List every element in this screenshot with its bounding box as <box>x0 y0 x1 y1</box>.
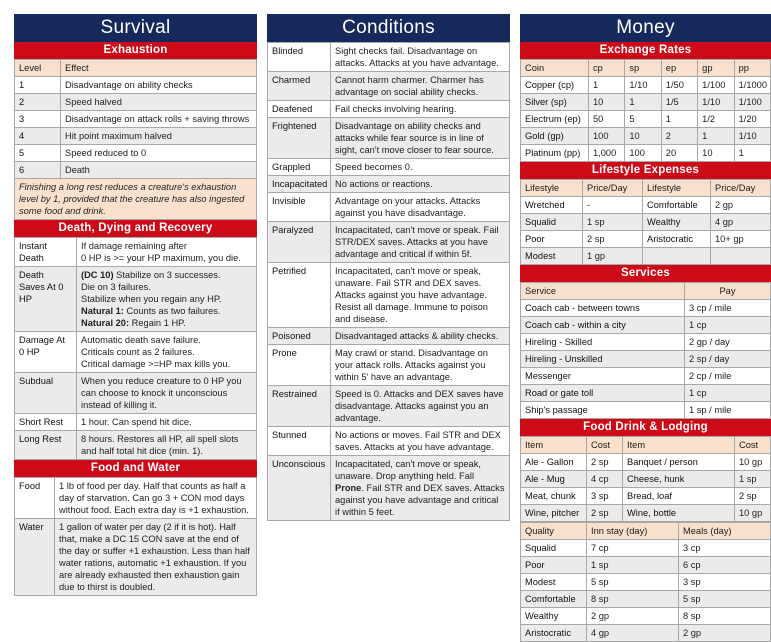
death-rule-label: Instant Death <box>15 238 77 267</box>
table-row <box>15 519 257 596</box>
exchange-value: 1/10 <box>625 77 661 94</box>
table-row <box>521 591 771 608</box>
lifestyle-name: Poor <box>521 231 583 248</box>
exhaustion-level: 5 <box>15 145 61 162</box>
table-row <box>268 345 510 386</box>
condition-description: Disadvantaged attacks & ability checks. <box>331 328 510 345</box>
column-header: Item <box>623 437 735 454</box>
food-cost: 2 sp <box>735 488 771 505</box>
exhaustion-level: 2 <box>15 94 61 111</box>
table-row <box>268 72 510 101</box>
condition-description: Advantage on your attacks. Attacks against you have disadvantage. <box>331 193 510 222</box>
conditions-column <box>267 14 510 521</box>
lifestyle-price: 2 sp <box>583 231 643 248</box>
death-table <box>14 237 257 460</box>
food-item: Bread, loaf <box>623 488 735 505</box>
column-header: Price/Day <box>583 180 643 197</box>
table-row <box>521 471 771 488</box>
table-row <box>15 94 257 111</box>
exchange-value: 1 <box>589 77 625 94</box>
condition-description: No actions or moves. Fail STR and DEX saves. Attacks at you have advantage. <box>331 427 510 456</box>
column-header: sp <box>625 60 661 77</box>
condition-name: Paralyzed <box>268 222 331 263</box>
conditions-title: Conditions <box>267 14 510 42</box>
table-header-row <box>521 437 771 454</box>
table-header-row <box>521 283 771 300</box>
table-row <box>268 328 510 345</box>
exchange-rates-table <box>520 59 771 162</box>
survival-column <box>14 14 257 596</box>
table-row <box>268 193 510 222</box>
condition-description: Disadvantage on ability checks and attacks while fear source is in line of sight, can't move closer to fear source. <box>331 118 510 159</box>
table-row <box>521 557 771 574</box>
death-rule-text: (DC 10) Stabilize on 3 successes. Die on 3 failures. Stabilize when you regain any HP. Natural 1: Counts as two failures. Natural 20: Regain 1 HP. <box>77 267 257 332</box>
lifestyle-price: 2 gp <box>711 197 771 214</box>
lifestyle-name: Wealthy <box>643 214 711 231</box>
column-header: Cost <box>587 437 623 454</box>
table-row <box>268 176 510 193</box>
exhaustion-effect: Death <box>61 162 257 179</box>
lodging-quality: Wealthy <box>521 608 587 625</box>
exhaustion-note: Finishing a long rest reduces a creature's exhaustion level by 1, provided that the creature has also ingested some food and drink. <box>15 179 257 220</box>
exchange-value: 1/10 <box>698 94 734 111</box>
table-row <box>15 145 257 162</box>
coin-name: Silver (sp) <box>521 94 589 111</box>
condition-description: Sight checks fail. Disadvantage on attacks. Attacks at you have advantage. <box>331 43 510 72</box>
condition-name: Petrified <box>268 263 331 328</box>
death-rule-text: Automatic death save failure. Criticals count as 2 failures. Critical damage >=HP max kills you. <box>77 332 257 373</box>
food-cost: 4 cp <box>587 471 623 488</box>
column-header: pp <box>734 60 770 77</box>
lodging-quality: Aristocratic <box>521 625 587 642</box>
column-header: Price/Day <box>711 180 771 197</box>
column-header: Item <box>521 437 587 454</box>
table-row <box>521 574 771 591</box>
table-row <box>521 351 771 368</box>
meals-price: 2 gp <box>679 625 771 642</box>
column-header: Service <box>521 283 685 300</box>
table-row <box>521 300 771 317</box>
condition-name: Poisoned <box>268 328 331 345</box>
table-row <box>521 111 771 128</box>
sustenance-text: 1 gallon of water per day (2 if it is hot). Half that, make a DC 15 CON save at the end of the day or suffer +1 exhaustion. Less than half water rations, automatic +1 exhaustion. If you are already exhausted then exhaustion gain due to thirst is doubled. <box>55 519 257 596</box>
column-header: Quality <box>521 523 587 540</box>
lifestyle-table <box>520 179 771 265</box>
food-water-table <box>14 477 257 596</box>
column-header: Pay <box>685 283 771 300</box>
food-item: Ale - Mug <box>521 471 587 488</box>
lifestyle-price: 4 gp <box>711 214 771 231</box>
condition-name: Deafened <box>268 101 331 118</box>
column-header: Meals (day) <box>679 523 771 540</box>
exhaustion-table <box>14 59 257 220</box>
condition-description: No actions or reactions. <box>331 176 510 193</box>
meals-price: 3 sp <box>679 574 771 591</box>
column-header: Effect <box>61 60 257 77</box>
table-row <box>521 248 771 265</box>
death-rule-text: 8 hours. Restores all HP, all spell slots and half total hit dice (min. 1). <box>77 431 257 460</box>
food-item: Cheese, hunk <box>623 471 735 488</box>
inn-stay-price: 4 gp <box>587 625 679 642</box>
exchange-value: 1/100 <box>734 94 770 111</box>
exhaustion-note-row <box>15 179 257 220</box>
exchange-value: 1/1000 <box>734 77 770 94</box>
lifestyle-price: 10+ gp <box>711 231 771 248</box>
exchange-value: 2 <box>661 128 697 145</box>
table-header-row <box>521 180 771 197</box>
food-item: Wine, pitcher <box>521 505 587 522</box>
food-drink-table <box>520 436 771 522</box>
food-cost: 1 sp <box>735 471 771 488</box>
table-row <box>268 118 510 159</box>
table-row <box>521 128 771 145</box>
table-row <box>268 101 510 118</box>
condition-name: Stunned <box>268 427 331 456</box>
exhaustion-effect: Disadvantage on attack rolls + saving throws <box>61 111 257 128</box>
lifestyle-name <box>643 248 711 265</box>
lifestyle-name: Wretched <box>521 197 583 214</box>
exchange-rates-banner: Exchange Rates <box>520 42 771 59</box>
food-item: Banquet / person <box>623 454 735 471</box>
condition-description: Incapacitated, can't move or speak, unaware. Drop anything held. Fall Prone. Fail STR and DEX saves. Attacks against you have advantage and critical if within 5 feet. <box>331 456 510 521</box>
service-pay: 2 cp / mile <box>685 368 771 385</box>
table-row <box>15 128 257 145</box>
service-pay: 1 cp <box>685 385 771 402</box>
lodging-table <box>520 522 771 642</box>
sustenance-text: 1 lb of food per day. Half that counts as half a day of starvation. Can go 3 + CON mod days without food. Each extra day is +1 exhaustion. <box>55 478 257 519</box>
condition-name: Incapacitated <box>268 176 331 193</box>
meals-price: 6 cp <box>679 557 771 574</box>
service-name: Road or gate toll <box>521 385 685 402</box>
service-pay: 1 cp <box>685 317 771 334</box>
exchange-value: 1 <box>734 145 770 162</box>
service-pay: 1 sp / mile <box>685 402 771 419</box>
lifestyle-price <box>711 248 771 265</box>
table-row <box>268 43 510 72</box>
lifestyle-price: 1 sp <box>583 214 643 231</box>
coin-name: Platinum (pp) <box>521 145 589 162</box>
condition-name: Restrained <box>268 386 331 427</box>
column-header: Cost <box>735 437 771 454</box>
exchange-value: 1/10 <box>734 128 770 145</box>
exchange-value: 5 <box>625 111 661 128</box>
table-row <box>521 385 771 402</box>
exchange-value: 10 <box>589 94 625 111</box>
table-row <box>521 454 771 471</box>
table-row <box>15 162 257 179</box>
condition-description: May crawl or stand. Disadvantage on your attack rolls. Attacks against you within 5' have an advantage. <box>331 345 510 386</box>
table-row <box>521 145 771 162</box>
exhaustion-level: 4 <box>15 128 61 145</box>
exhaustion-effect: Hit point maximum halved <box>61 128 257 145</box>
table-row <box>268 159 510 176</box>
exchange-value: 1 <box>661 111 697 128</box>
table-row <box>521 317 771 334</box>
condition-description: Incapacitated, can't move or speak. Fail STR/DEX saves. Attacks at you have advantage and critical if within 5f. <box>331 222 510 263</box>
exchange-value: 1 <box>698 128 734 145</box>
condition-description: Speed is 0. Attacks and DEX saves have disadvantage. Attacks against you an advantage. <box>331 386 510 427</box>
condition-name: Unconscious <box>268 456 331 521</box>
lifestyle-price: - <box>583 197 643 214</box>
condition-description: Incapacitated, can't move or speak, unaware. Fail STR and DEX saves. Attacks against you have advantage. Resist all damage. Immune to poison and disease. <box>331 263 510 328</box>
table-header-row <box>15 60 257 77</box>
column-header: Lifestyle <box>643 180 711 197</box>
conditions-table <box>267 42 510 521</box>
death-rule-label: Short Rest <box>15 414 77 431</box>
table-row <box>268 222 510 263</box>
inn-stay-price: 8 sp <box>587 591 679 608</box>
inn-stay-price: 7 cp <box>587 540 679 557</box>
death-rule-label: Long Rest <box>15 431 77 460</box>
table-row <box>521 334 771 351</box>
lodging-quality: Squalid <box>521 540 587 557</box>
table-row <box>268 427 510 456</box>
table-row <box>521 540 771 557</box>
column-header: Coin <box>521 60 589 77</box>
condition-name: Grappled <box>268 159 331 176</box>
lodging-quality: Modest <box>521 574 587 591</box>
service-name: Ship's passage <box>521 402 685 419</box>
column-header: Inn stay (day) <box>587 523 679 540</box>
death-rule-text: 1 hour. Can spend hit dice. <box>77 414 257 431</box>
service-pay: 2 sp / day <box>685 351 771 368</box>
food-cost: 2 sp <box>587 505 623 522</box>
coin-name: Gold (gp) <box>521 128 589 145</box>
exchange-value: 20 <box>661 145 697 162</box>
table-row <box>521 368 771 385</box>
food-item: Ale - Gallon <box>521 454 587 471</box>
table-row <box>521 77 771 94</box>
exchange-value: 1/100 <box>698 77 734 94</box>
condition-name: Invisible <box>268 193 331 222</box>
death-rule-label: Death Saves At 0 HP <box>15 267 77 332</box>
exchange-value: 1/20 <box>734 111 770 128</box>
table-row <box>15 431 257 460</box>
meals-price: 8 sp <box>679 608 771 625</box>
table-row <box>521 231 771 248</box>
sustenance-label: Food <box>15 478 55 519</box>
coin-name: Electrum (ep) <box>521 111 589 128</box>
condition-name: Charmed <box>268 72 331 101</box>
table-row <box>521 625 771 642</box>
services-table <box>520 282 771 419</box>
exhaustion-level: 3 <box>15 111 61 128</box>
table-row <box>521 608 771 625</box>
service-name: Coach cab - between towns <box>521 300 685 317</box>
exchange-value: 1 <box>625 94 661 111</box>
condition-description: Cannot harm charmer. Charmer has advantage on social ability checks. <box>331 72 510 101</box>
condition-name: Blinded <box>268 43 331 72</box>
exchange-value: 1/5 <box>661 94 697 111</box>
lifestyle-name: Modest <box>521 248 583 265</box>
exhaustion-banner: Exhaustion <box>14 42 257 59</box>
food-cost: 3 sp <box>587 488 623 505</box>
table-row <box>15 111 257 128</box>
exchange-value: 100 <box>589 128 625 145</box>
table-row <box>15 414 257 431</box>
food-lodging-banner: Food Drink & Lodging <box>520 419 771 436</box>
death-rule-text: If damage remaining after 0 HP is >= your HP maximum, you die. <box>77 238 257 267</box>
inn-stay-price: 1 sp <box>587 557 679 574</box>
service-name: Hireling - Skilled <box>521 334 685 351</box>
service-pay: 3 cp / mile <box>685 300 771 317</box>
death-rule-text: When you reduce creature to 0 HP you can choose to knock it unconscious instead of killing it. <box>77 373 257 414</box>
table-header-row <box>521 60 771 77</box>
condition-name: Prone <box>268 345 331 386</box>
table-row <box>521 488 771 505</box>
table-row <box>15 373 257 414</box>
lifestyle-price: 1 gp <box>583 248 643 265</box>
table-row <box>15 332 257 373</box>
inn-stay-price: 5 sp <box>587 574 679 591</box>
table-row <box>521 214 771 231</box>
survival-title: Survival <box>14 14 257 42</box>
coin-name: Copper (cp) <box>521 77 589 94</box>
column-header: ep <box>661 60 697 77</box>
table-row <box>15 478 257 519</box>
service-name: Messenger <box>521 368 685 385</box>
exhaustion-level: 1 <box>15 77 61 94</box>
food-item: Meat, chunk <box>521 488 587 505</box>
services-banner: Services <box>520 265 771 282</box>
condition-description: Fail checks involving hearing. <box>331 101 510 118</box>
exhaustion-effect: Speed reduced to 0 <box>61 145 257 162</box>
death-rule-label: Subdual <box>15 373 77 414</box>
service-pay: 2 gp / day <box>685 334 771 351</box>
inn-stay-price: 2 gp <box>587 608 679 625</box>
table-row <box>15 267 257 332</box>
exchange-value: 1/2 <box>698 111 734 128</box>
money-title: Money <box>520 14 771 42</box>
column-header: Lifestyle <box>521 180 583 197</box>
food-water-banner: Food and Water <box>14 460 257 477</box>
lifestyle-name: Comfortable <box>643 197 711 214</box>
exhaustion-level: 6 <box>15 162 61 179</box>
food-cost: 10 gp <box>735 505 771 522</box>
table-row <box>15 77 257 94</box>
death-banner: Death, Dying and Recovery <box>14 220 257 237</box>
sustenance-label: Water <box>15 519 55 596</box>
food-cost: 2 sp <box>587 454 623 471</box>
condition-name: Frightened <box>268 118 331 159</box>
death-rule-label: Damage At 0 HP <box>15 332 77 373</box>
service-name: Coach cab - within a city <box>521 317 685 334</box>
column-header: gp <box>698 60 734 77</box>
food-cost: 10 gp <box>735 454 771 471</box>
table-row <box>521 402 771 419</box>
money-column <box>520 14 771 642</box>
exchange-value: 1/50 <box>661 77 697 94</box>
exchange-value: 1,000 <box>589 145 625 162</box>
exchange-value: 50 <box>589 111 625 128</box>
exchange-value: 10 <box>625 128 661 145</box>
table-row <box>521 505 771 522</box>
exchange-value: 10 <box>698 145 734 162</box>
table-header-row <box>521 523 771 540</box>
exhaustion-effect: Speed halved <box>61 94 257 111</box>
lifestyle-banner: Lifestyle Expenses <box>520 162 771 179</box>
table-row <box>15 238 257 267</box>
exhaustion-effect: Disadvantage on ability checks <box>61 77 257 94</box>
lodging-quality: Poor <box>521 557 587 574</box>
service-name: Hireling - Unskilled <box>521 351 685 368</box>
column-header: cp <box>589 60 625 77</box>
lifestyle-name: Squalid <box>521 214 583 231</box>
table-row <box>521 94 771 111</box>
meals-price: 3 cp <box>679 540 771 557</box>
table-row <box>268 263 510 328</box>
table-row <box>521 197 771 214</box>
table-row <box>268 456 510 521</box>
food-item: Wine, bottle <box>623 505 735 522</box>
lodging-quality: Comfortable <box>521 591 587 608</box>
exchange-value: 100 <box>625 145 661 162</box>
lifestyle-name: Aristocratic <box>643 231 711 248</box>
column-header: Level <box>15 60 61 77</box>
meals-price: 5 sp <box>679 591 771 608</box>
table-row <box>268 386 510 427</box>
condition-description: Speed becomes 0. <box>331 159 510 176</box>
